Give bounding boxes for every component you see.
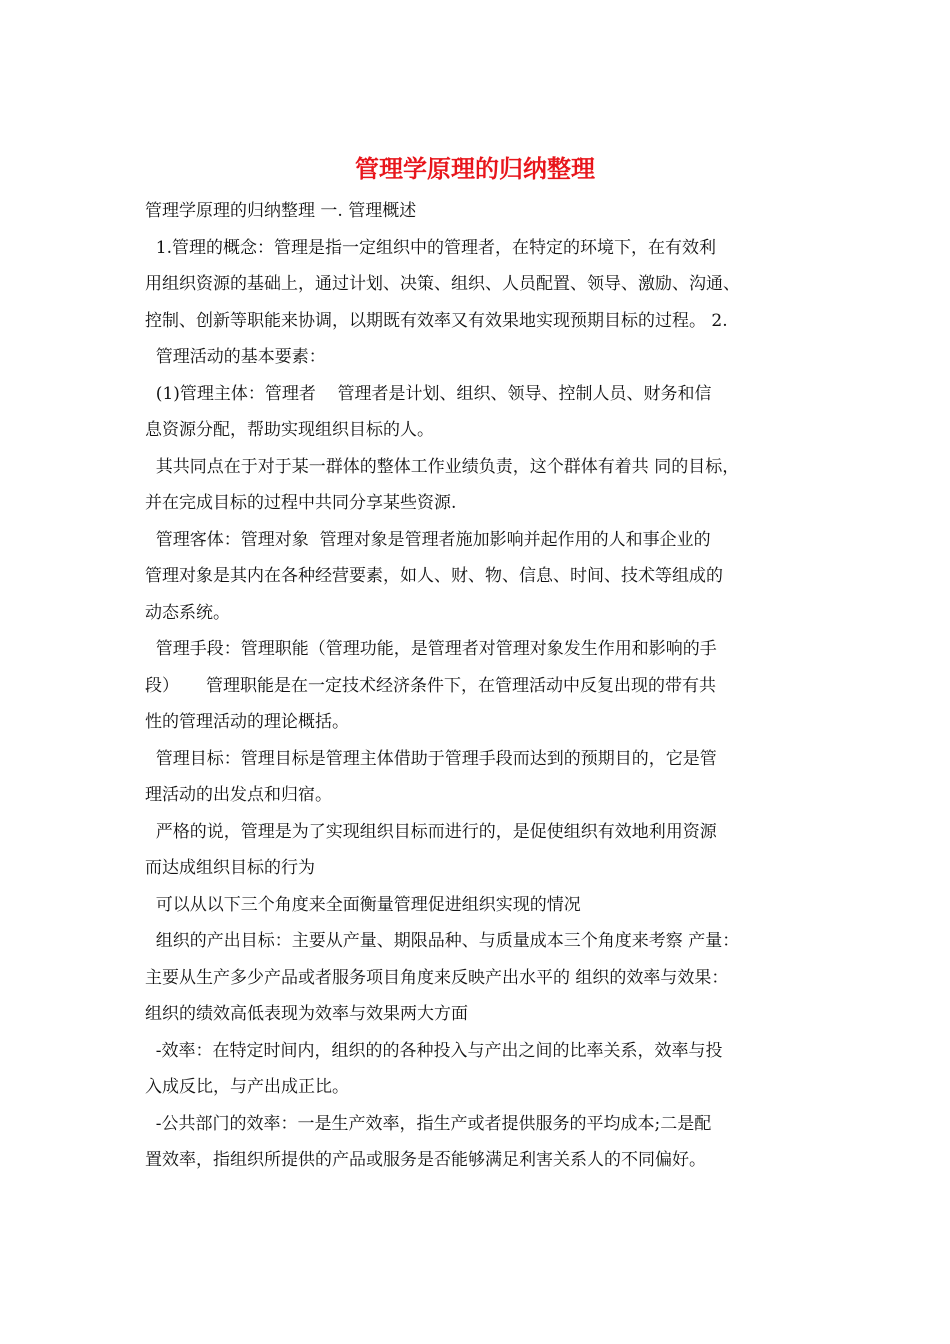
body-line: 组织的产出目标：主要从产量、期限品种、与质量成本三个角度来考察 产量： <box>145 931 740 951</box>
body-line: 理活动的出发点和归宿。 <box>145 785 332 805</box>
body-line: 严格的说，管理是为了实现组织目标而进行的，是促使组织有效地利用资源 <box>145 821 717 842</box>
body-line: 其共同点在于对于某一群体的整体工作业绩负责，这个群体有着共 同的目标， <box>145 456 740 477</box>
body-line: 并在完成目标的过程中共同分享某些资源. <box>145 493 457 513</box>
body-line: 管理学原理的归纳整理 一. 管理概述 <box>145 201 417 221</box>
body-line: 动态系统。 <box>145 602 230 623</box>
body-line: 入成反比，与产出成正比。 <box>145 1077 349 1097</box>
body-line: 主要从生产多少产品或者服务项目角度来反映产出水平的 组织的效率与效果： <box>145 967 729 988</box>
body-line: 而达成组织目标的行为 <box>145 858 315 878</box>
body-line: 可以从以下三个角度来全面衡量管理促进组织实现的情况 <box>145 894 581 915</box>
document-title: 管理学原理的归纳整理 <box>355 154 595 183</box>
body-line: 控制、创新等职能来协调，以期既有效率又有效果地实现预期目标的过程。 2. <box>145 310 728 331</box>
body-line: 管理客体：管理对象 管理对象是管理者施加影响并起作用的人和事企业的 <box>145 529 711 550</box>
body-line: 性的管理活动的理论概括。 <box>145 712 349 732</box>
body-line: 管理手段：管理职能（管理功能，是管理者对管理对象发生作用和影响的手 <box>145 639 717 659</box>
body-line: 组织的绩效高低表现为效率与效果两大方面 <box>145 1004 468 1024</box>
body-line: 置效率，指组织所提供的产品或服务是否能够满足利害关系人的不同偏好。 <box>145 1150 706 1170</box>
body-line: -公共部门的效率：一是生产效率，指生产或者提供服务的平均成本;二是配 <box>145 1113 712 1134</box>
body-line: 用组织资源的基础上，通过计划、决策、组织、人员配置、领导、激励、沟通、 <box>145 274 740 294</box>
body-line: -效率：在特定时间内，组织的的各种投入与产出之间的比率关系，效率与投 <box>145 1040 723 1061</box>
body-line: 管理活动的基本要素： <box>145 347 326 367</box>
body-line: 息资源分配，帮助实现组织目标的人。 <box>145 420 434 440</box>
body-line: (1)管理主体：管理者 管理者是计划、组织、领导、控制人员、财务和信 <box>145 383 712 404</box>
body-line: 1.管理的概念：管理是指一定组织中的管理者，在特定的环境下，在有效利 <box>145 237 717 258</box>
body-line: 管理对象是其内在各种经营要素，如人、财、物、信息、时间、技术等组成的 <box>145 566 723 586</box>
body-line: 段） 管理职能是在一定技术经济条件下，在管理活动中反复出现的带有共 <box>145 675 717 696</box>
document-body <box>145 193 820 1179</box>
body-line: 管理目标：管理目标是管理主体借助于管理手段而达到的预期目的，它是管 <box>145 748 717 769</box>
